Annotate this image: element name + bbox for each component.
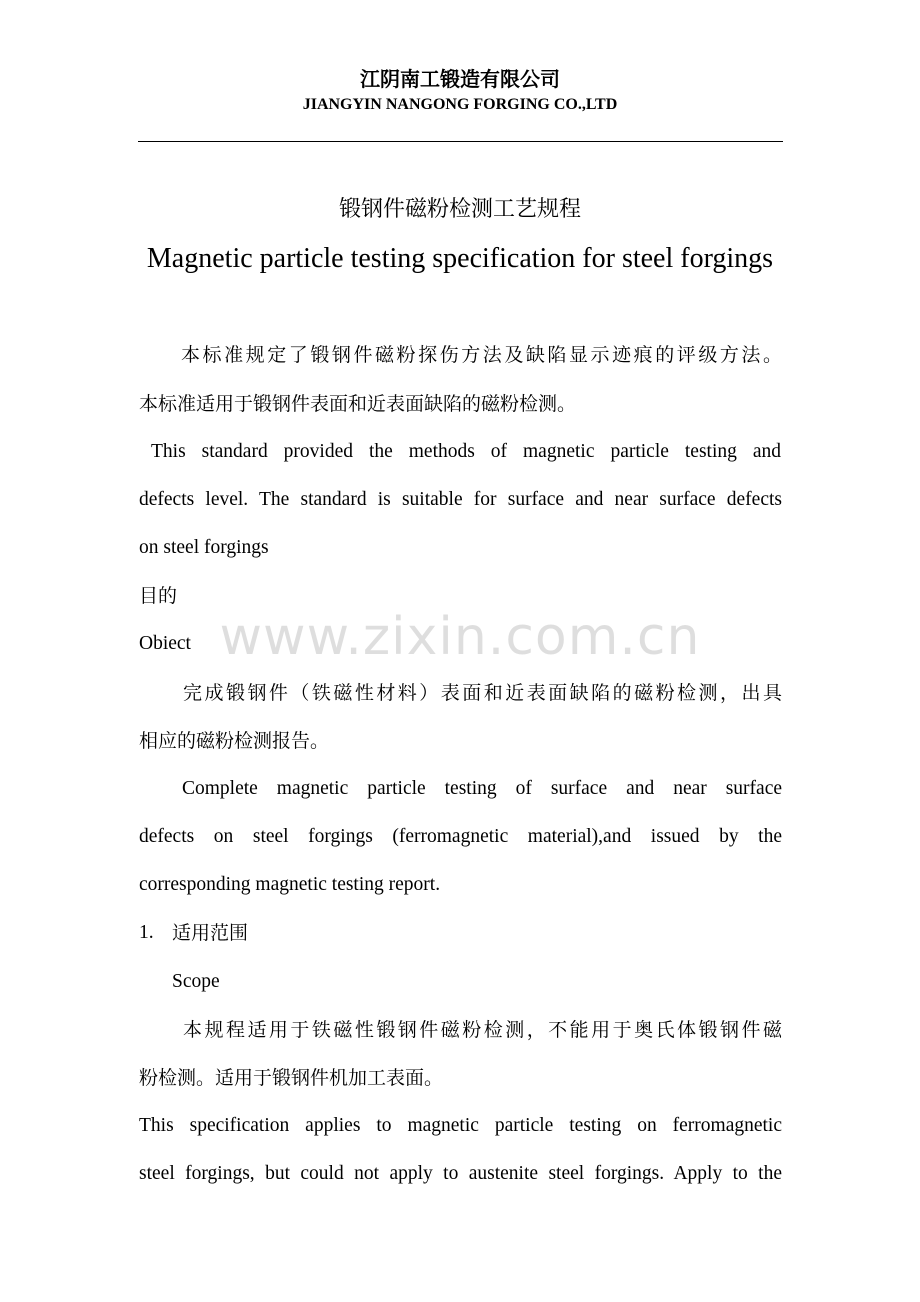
section-number: 1. xyxy=(139,922,154,943)
scope-heading-en: Scope xyxy=(172,971,220,992)
document-title-cn: 锻钢件磁粉检测工艺规程 xyxy=(338,197,581,222)
scope-en-line-2: steel forgings, but could not apply to austenite steel forgings. Apply to the xyxy=(139,1163,782,1184)
objective-cn-line-2: 相应的磁粉检测报告。 xyxy=(139,730,330,752)
intro-cn-line-1: 本标准规定了锻钢件磁粉探伤方法及缺陷显示迹痕的评级方法。 xyxy=(181,344,782,366)
objective-cn-line-1: 完成锻钢件（铁磁性材料）表面和近表面缺陷的磁粉检测，出具 xyxy=(183,682,782,704)
intro-paragraph-cn xyxy=(139,342,782,368)
scope-cn-line-1: 本规程适用于铁磁性锻钢件磁粉检测，不能用于奥氏体锻钢件磁 xyxy=(183,1019,782,1041)
scope-en-line-1: This specification applies to magnetic particle testing on ferromagnetic xyxy=(139,1115,782,1136)
intro-en-line-3: on steel forgings xyxy=(139,537,269,558)
company-name-en: JIANGYIN NANGONG FORGING CO.,LTD xyxy=(302,96,618,113)
objective-heading-cn: 目的 xyxy=(139,585,178,607)
scope-heading-cn: 适用范围 xyxy=(172,922,249,944)
scope-cn-line-2: 粉检测。适用于锻钢件机加工表面。 xyxy=(139,1067,444,1089)
company-name-cn: 江阴南工锻造有限公司 xyxy=(360,67,560,91)
objective-heading-en: Obiect xyxy=(139,633,191,654)
document-title-en: Magnetic particle testing specification for steel forgings xyxy=(146,243,774,274)
watermark: www.zixin.com.cn xyxy=(219,607,701,667)
intro-en-line-2: defects level. The standard is suitable for surface and near surface defects xyxy=(139,489,782,510)
objective-en-line-2: defects on steel forgings (ferromagnetic material),and issued by the xyxy=(139,826,782,847)
objective-en-line-1: Complete magnetic particle testing of surface and near surface xyxy=(182,778,782,799)
intro-cn-line-2: 本标准适用于锻钢件表面和近表面缺陷的磁粉检测。 xyxy=(139,393,577,415)
header-divider xyxy=(138,141,783,142)
intro-en-line-1: This standard provided the methods of magnetic particle testing and xyxy=(151,441,781,462)
objective-en-line-3: corresponding magnetic testing report. xyxy=(139,874,441,895)
